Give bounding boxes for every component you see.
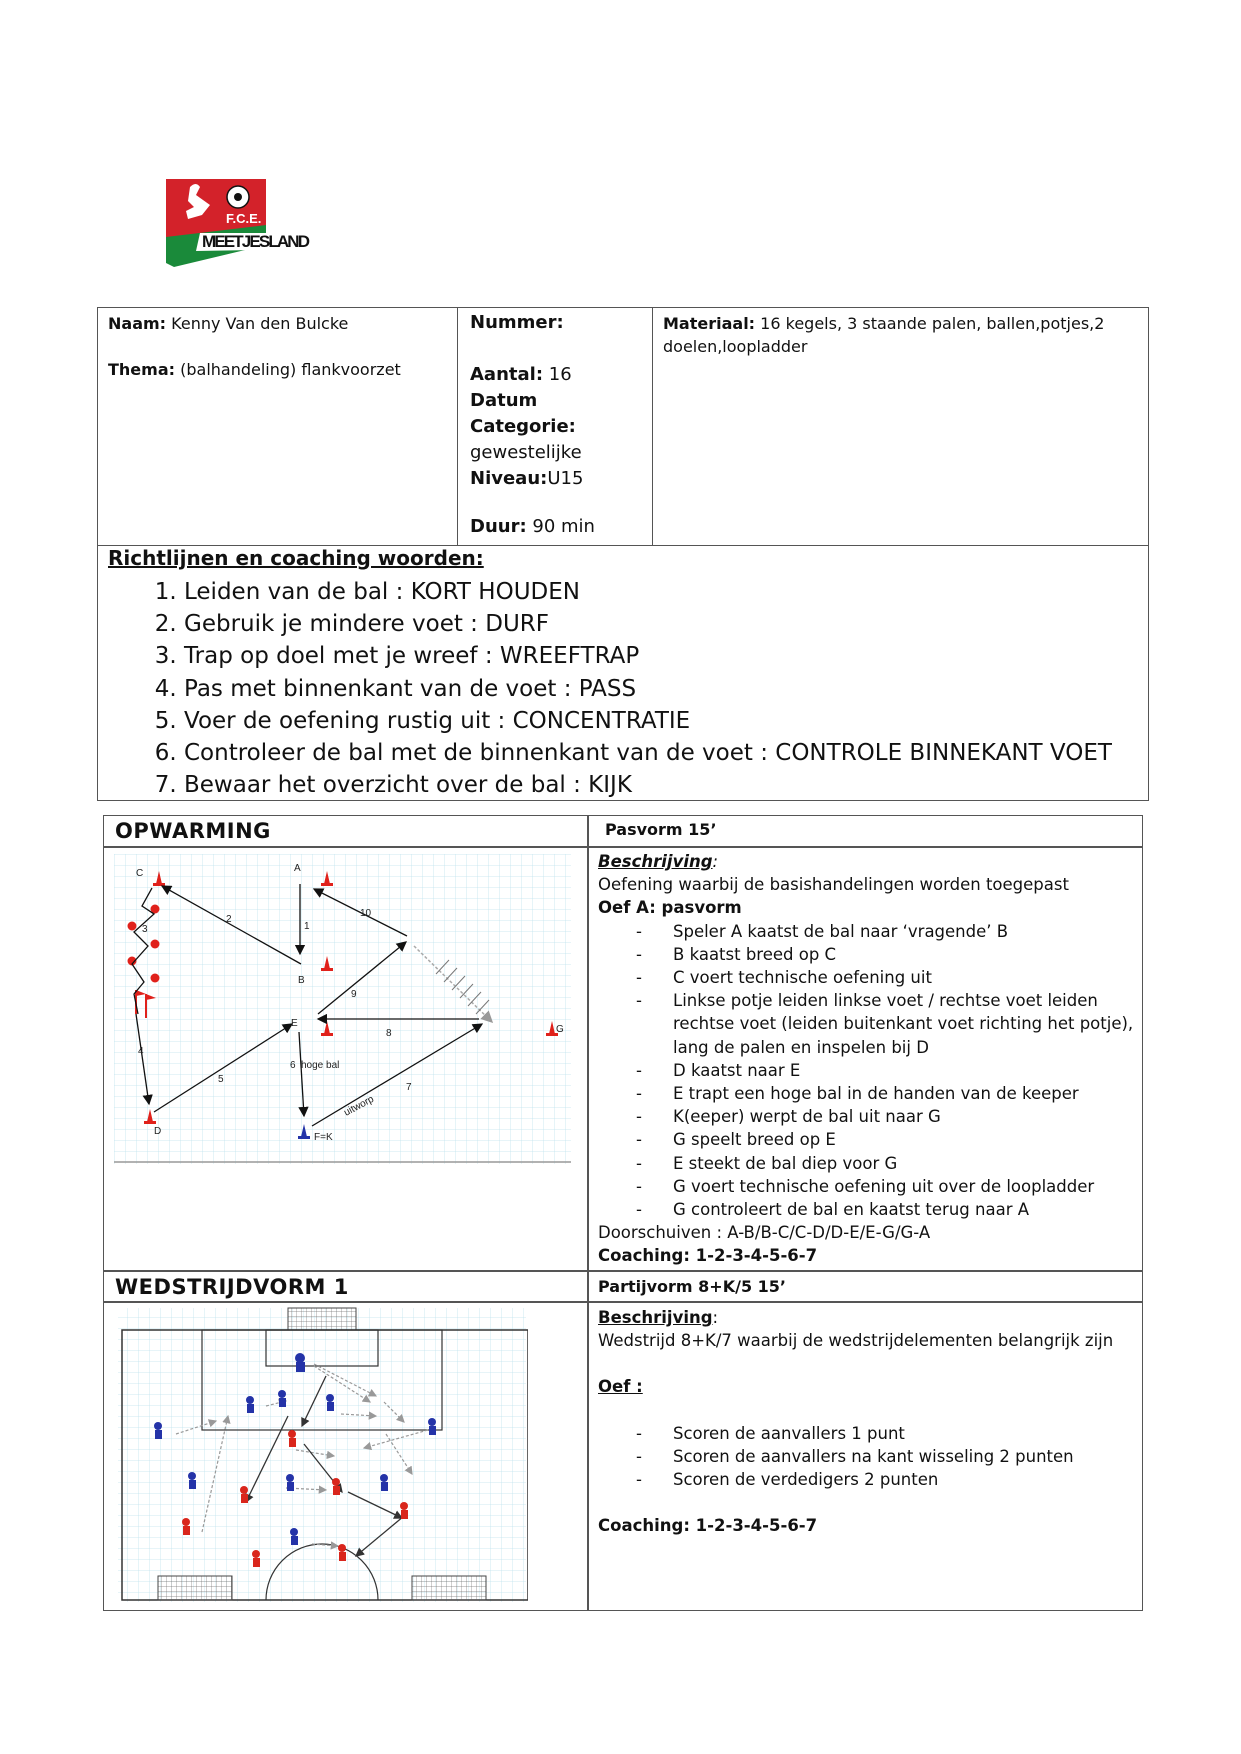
column-divider bbox=[587, 816, 589, 1610]
naam-label: Naam: bbox=[108, 314, 167, 333]
row-divider bbox=[104, 846, 1142, 848]
guideline-item: 3. Trap op doel met je wreef : WREEFTRAP bbox=[184, 640, 1112, 672]
match-title: WEDSTRIJDVORM 1 bbox=[115, 1275, 349, 1299]
warmup-step: - G speelt breed op E bbox=[598, 1128, 1138, 1151]
diagram-num-10: 10 bbox=[360, 908, 372, 919]
diagram-num-9: 9 bbox=[351, 989, 357, 1000]
warmup-subtitle: Pasvorm 15’ bbox=[605, 820, 717, 839]
thema-label: Thema: bbox=[108, 360, 176, 379]
club-logo bbox=[160, 175, 315, 270]
match-coaching-label: Coaching bbox=[598, 1516, 684, 1536]
diagram-num-7: 7 bbox=[406, 1082, 412, 1093]
warmup-doorschuiven: Doorschuiven : A-B/B-C/C-D/D-E/E-G/G-A bbox=[598, 1223, 931, 1243]
logo-line1: F.C.E. bbox=[226, 211, 262, 226]
diagram-label-a: A bbox=[294, 863, 301, 874]
warmup-step: - G voert technische oefening uit over de loopladder bbox=[598, 1175, 1138, 1198]
warmup-beschrijving-suffix: : bbox=[712, 852, 719, 871]
warmup-step: - E steekt de bal diep voor G bbox=[598, 1152, 1138, 1175]
guideline-item: 4. Pas met binnenkant van de voet : PASS bbox=[184, 673, 1112, 705]
warmup-oef-title: Oef A: pasvorm bbox=[598, 898, 742, 918]
header-col-trainer bbox=[98, 308, 458, 545]
diagram-label-c: C bbox=[136, 868, 144, 879]
duur-value: 90 min bbox=[532, 516, 595, 537]
warmup-title: OPWARMING bbox=[115, 819, 271, 843]
header-col-material bbox=[653, 308, 1148, 545]
guidelines-list bbox=[148, 576, 1112, 801]
guideline-item: 1. Leiden van de bal : KORT HOUDEN bbox=[184, 576, 1112, 608]
row-divider bbox=[104, 1270, 1142, 1272]
match-subtitle: Partijvorm 8+K/5 15’ bbox=[598, 1277, 786, 1296]
match-rule: - Scoren de aanvallers na kant wisseling 2 punten bbox=[598, 1445, 1138, 1468]
warmup-step: - G controleert de bal en kaatst terug naar A bbox=[598, 1198, 1138, 1221]
match-rules bbox=[598, 1422, 1138, 1492]
guideline-item: 6. Controleer de bal met de binnenkant van de voet : CONTROLE BINNEKANT VOET bbox=[184, 737, 1112, 769]
diagram-num-3: 3 bbox=[142, 924, 148, 935]
warmup-description-text: Oefening waarbij de basishandelingen worden toegepast bbox=[598, 875, 1069, 895]
guidelines-title: Richtlijnen en coaching woorden: bbox=[108, 546, 484, 570]
warmup-step: - E trapt een hoge bal in de handen van de keeper bbox=[598, 1082, 1138, 1105]
match-description bbox=[598, 1306, 1138, 1537]
warmup-description bbox=[598, 850, 1138, 1268]
diagram-hoge-bal: hoge bal bbox=[301, 1060, 340, 1071]
diagram-label-b: B bbox=[298, 975, 305, 986]
niveau-label: Niveau: bbox=[470, 468, 548, 489]
diagram-label-d: D bbox=[154, 1126, 162, 1137]
warmup-step: - C voert technische oefening uit bbox=[598, 966, 1138, 989]
match-coaching-value: : 1-2-3-4-5-6-7 bbox=[683, 1516, 818, 1536]
warmup-beschrijving-label: Beschrijving bbox=[598, 852, 713, 871]
materiaal-value: 16 kegels, 3 staande palen, ballen,potjes,2 doelen,loopladder bbox=[663, 314, 1105, 356]
datum-label: Datum bbox=[470, 390, 538, 411]
diagram-uitworp: uitworp bbox=[342, 1093, 376, 1119]
aantal-label: Aantal: bbox=[470, 364, 544, 385]
diagram-label-e: E bbox=[291, 1018, 298, 1029]
match-rule: - Scoren de aanvallers 1 punt bbox=[598, 1422, 1138, 1445]
warmup-step: - Linkse potje leiden linkse voet / rechtse voet leiden rechtse voet (leiden buitenkant voet richting het potje), lang de palen en inspelen bij D bbox=[598, 989, 1138, 1059]
header-col-info bbox=[458, 308, 653, 545]
aantal-value: 16 bbox=[548, 364, 572, 385]
warmup-diagram bbox=[114, 854, 571, 1164]
duur-label: Duur: bbox=[470, 516, 527, 537]
guideline-item: 5. Voer de oefening rustig uit : CONCENTRATIE bbox=[184, 705, 1112, 737]
logo-line2: MEETJESLAND bbox=[202, 232, 310, 251]
warmup-step: - Speler A kaatst de bal naar ‘vragende’ B bbox=[598, 920, 1138, 943]
warmup-coaching: Coaching: 1-2-3-4-5-6-7 bbox=[598, 1246, 818, 1266]
match-description-text: Wedstrijd 8+K/7 waarbij de wedstrijdelementen belangrijk zijn bbox=[598, 1331, 1114, 1351]
guideline-item: 2. Gebruik je mindere voet : DURF bbox=[184, 608, 1112, 640]
thema-value: (balhandeling) flankvoorzet bbox=[180, 360, 401, 379]
diagram-label-fk: F=K bbox=[314, 1132, 333, 1143]
categorie-label: Categorie: bbox=[470, 416, 576, 437]
guideline-item: 7. Bewaar het overzicht over de bal : KIJK bbox=[184, 769, 1112, 801]
diagram-label-g: G bbox=[556, 1024, 564, 1035]
guidelines-box bbox=[97, 546, 1149, 801]
training-plan-table bbox=[103, 815, 1143, 1611]
match-beschrijving-label: Beschrijving bbox=[598, 1308, 713, 1327]
diagram-num-8: 8 bbox=[386, 1028, 392, 1039]
match-oef-label: Oef : bbox=[598, 1377, 643, 1397]
categorie-value: gewestelijke bbox=[470, 442, 582, 463]
match-rule: - Scoren de verdedigers 2 punten bbox=[598, 1468, 1138, 1491]
niveau-value: U15 bbox=[547, 468, 584, 489]
warmup-step: - K(eeper) werpt de bal uit naar G bbox=[598, 1105, 1138, 1128]
row-divider bbox=[104, 1301, 1142, 1303]
warmup-step: - B kaatst breed op C bbox=[598, 943, 1138, 966]
warmup-step: - D kaatst naar E bbox=[598, 1059, 1138, 1082]
diagram-num-1: 1 bbox=[304, 921, 310, 932]
match-beschrijving-suffix: : bbox=[712, 1308, 719, 1327]
header-table bbox=[97, 307, 1149, 546]
naam-value: Kenny Van den Bulcke bbox=[171, 314, 349, 333]
diagram-num-4: 4 bbox=[138, 1046, 144, 1057]
materiaal-label: Materiaal: bbox=[663, 314, 756, 333]
diagram-num-5: 5 bbox=[218, 1074, 224, 1085]
diagram-num-6: 6 bbox=[290, 1060, 296, 1071]
warmup-steps bbox=[598, 920, 1138, 1222]
match-diagram bbox=[116, 1306, 528, 1604]
diagram-num-2: 2 bbox=[226, 914, 232, 925]
nummer-label: Nummer: bbox=[470, 312, 564, 333]
